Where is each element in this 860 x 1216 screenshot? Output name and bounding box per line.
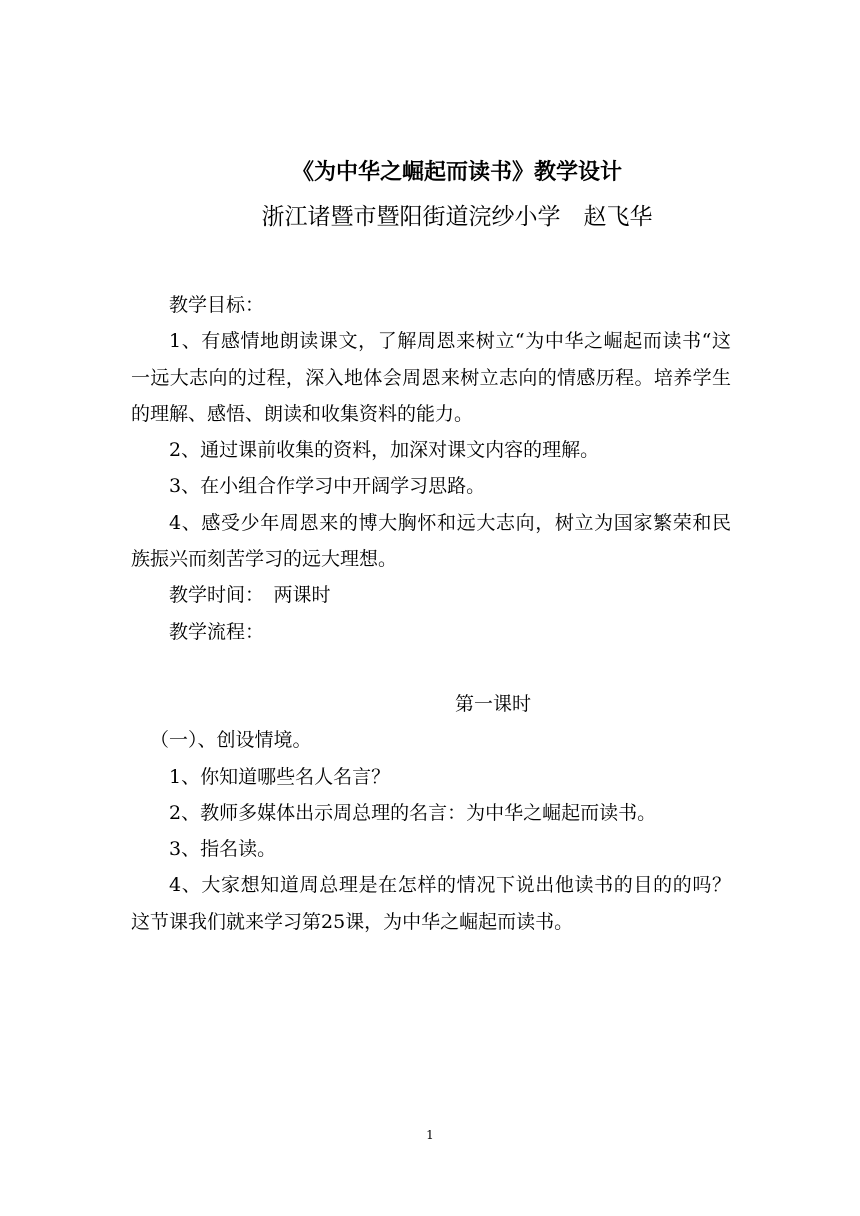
objective-item: 4、感受少年周恩来的博大胸怀和远大志向，树立为国家繁荣和民族振兴而刻苦学习的远大理想。 xyxy=(131,511,731,571)
process-heading: 教学流程： xyxy=(169,620,265,643)
lesson-heading: 第一课时 xyxy=(454,692,531,715)
page-number: 1 xyxy=(426,1128,434,1142)
step-item: 3、指名读。 xyxy=(169,838,277,861)
objective-item: 2、通过课前收集的资料，加深对课文内容的理解。 xyxy=(169,439,600,462)
blank-line xyxy=(131,650,731,686)
section-heading: （一）、创设情境。 xyxy=(150,729,312,752)
objectives-heading: 教学目标： xyxy=(169,294,265,316)
document-title: 《为中华之崛起而读书》教学设计 xyxy=(291,160,622,185)
step-item: 1、你知道哪些名人名言？ xyxy=(169,765,391,788)
objective-item: 1、有感情地朗读课文，了解周恩来树立“为中华之崛起而读书“这一远大志向的过程，深入地体会周恩来树立志向的情感历程。培养学生的理解、感悟、朗读和收集资料的能力。 xyxy=(131,330,731,425)
objective-item: 3、在小组合作学习中开阔学习思路。 xyxy=(169,475,486,498)
teaching-time: 教学时间： 两课时 xyxy=(169,584,331,607)
step-item: 4、大家想知道周总理是在怎样的情况下说出他读书的目的的吗？这节课我们就来学习第25课，为中华之崛起而读书。 xyxy=(131,874,731,933)
document-body xyxy=(131,287,731,940)
step-item: 2、教师多媒体出示周总理的名言：为中华之崛起而读书。 xyxy=(169,801,657,824)
author-line: 浙江诸暨市暨阳街道浣纱小学 赵飞华 xyxy=(261,204,653,230)
